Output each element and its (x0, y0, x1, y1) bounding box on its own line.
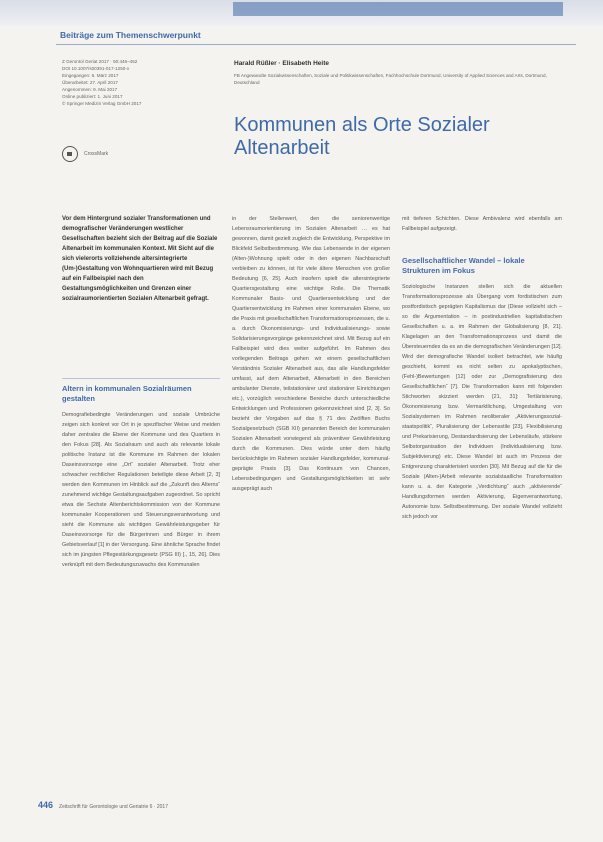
meta-line: DOI 10.1007/s00391-017-1250-x (62, 66, 130, 71)
column-3-intro: mit tieferen Schichten. Diese Ambivalenz wird ebenfalls am Fallbeispiel aufgezeigt. (402, 216, 562, 232)
column-1-text: Demografiebedingte Veränderungen und soziale Umbrüche zeigen sich konkret vor Ort in je spezifischer Weise und meiden daher zentrales die Ebene der Kommune und des Quartiers in den Fokus [28]. Als Sozialraum und auch als relevante lokale politische Instanz ist die Kommune im Rahmen der lokalen Daseinsvorsorge eine „Ort“ sozialer Altenarbeit. Trotz eher schwacher rechtlicher Regulationen beteiligte diese Arbeit [2, 3] werden den Kommunen im Hinblick auf die „Zukunft des Alterns“ zunehmend wichtige Gestaltungsaufgaben zugeordnet. So spricht etwa die Sechste Altenberichtskommission von der Kommune kommunaler Kooperationen und Steuerungsverantwortung und sieht die Kommune als wichtigen Gewährleistungsgeber für Daseinsvorsorge für die Bürgerinnen und Bürger in ihrem Gebietsverlauf [1] in der Versorgung. Eine ähnliche Sprache findet sich im jüngsten Pflegestärkungsgesetz (PSG III) [., 15, 26]. Dies verknüpft mit dem Bedeutungszuwachs des Kommunalen (62, 412, 220, 568)
top-band (0, 0, 603, 26)
section-heading-2: Gesellschaftlicher Wandel – lokale Strukturen im Fokus (402, 256, 525, 275)
authors: Harald Rüßler · Elisabeth Heite (234, 60, 329, 67)
page-footer (38, 800, 168, 810)
affiliation: FB Angewandte Sozialwissenschaften, Soziale und Politikwissenschaften, Fachhochschule Dortmund, University of Applied Sciences and Arts, Dortmund, Deutschland (234, 73, 547, 85)
journal-name: Zeitschrift für Gerontologie und Geriatrie 6 · 2017 (59, 804, 168, 810)
meta-line: Eingegangen: 6. März 2017 (62, 73, 119, 78)
crossmark-badge[interactable] (62, 146, 108, 162)
section-divider (56, 44, 576, 45)
meta-line: Online publiziert: 1. Juni 2017 (62, 94, 123, 99)
meta-line: Überarbeitet: 27. April 2017 (62, 80, 118, 85)
meta-line: Angenommen: 9. Mai 2017 (62, 87, 118, 92)
section-label: Beiträge zum Themenschwerpunkt (60, 30, 201, 40)
crossmark-icon (62, 146, 78, 162)
meta-line: Z Gerontol Geriat 2017 · 50:446–452 (62, 59, 138, 64)
column-2-text: in der Stellenwert, den die seniorenwertige Lebensraumorientierung im Sozialen Altenarbeit … es hat gewonnen, damit gezielt zugleich die Entwicklung, Perspektive im Blickfeld Selbstbestimmung. Wie das Lebensende in der eigenen (Alten-)Wohnung spielt oder in den eigenen Nachbarschaft verbleiben zu können, ist für viele ältere Menschen von großer Bedeutung [6, 25]. Auch insofern spielt die altersintegrierte Quartiersgestaltung eine wichtige Rolle. Die Thematik Kommunaler Basis- und Quartiersentwicklung und der Quartiersentwicklung im Rahmen einer kommunalen Ebene, wo die Praxis mit gesellschaftlichen Transformationsprozessen, die u. a. durch Ökonomisierungs- und Individualisierungs- sowie Solidarisierungsvorgänge gekennzeichnet sind. Mit Bezug auf ein Fallbeispiel wird dies weiter aufgeführt. Im Rahmen des vorliegenden Beitrags gehen wir einem gesellschaftlichen Verständnis Sozialer Altenarbeit aus, das alle Handlungsfelder umfasst, auf dem Altenarbeit, Altenarbeit in den Bereichen ambulanter Dienste, teilstationärer und stationärer Einrichtungen etc.), vorzüglich verschiedene Bereiche durch unterschiedliche Entwicklungen und Professionen gekennzeichnet sind [2, 3]. So bezieht der Vorgaben auf das § 71 des Zwölften Buchs Sozialgesetzbuch (SGB XII) genannten Bereich der kommunalen Sozialen Altenarbeit vorwiegend als präventiver Gewährleistung durch die Kommunen. Dies würde unter dem häufig berücksichtigte im Rahmen sozialer Handlungsfelder, kommunal-geprägte Praxis [3]. Das Kontinuum von Chancen, Lebensbedingungen und Gestaltungsmöglichkeiten ist sehr ausgeprägt auch (232, 216, 390, 492)
column-3-text: Soziologische Instanzen stellen sich die aktuellen Transformationsprozesse als Übergang vom fordistischen zum postfordistisch geprägten Kapitalismus dar (Diese vollzieht sich – so die Argumentation – in postindustriellen kapitalistischen Gesellschaften u. a. im Rahmen der Globalisierung [8, 21]. Klagelagen an den Transformationsprozess und damit die Übersteuerndes da es an die demografischen Veränderungen [12]. Wird der demografische Wandel isoliert betrachtet, wie häufig geschieht, kommt es nicht selten zu apokalyptischen, (Fehl-)Bewertungen [12] oder zur „Demografisierung des Gesellschaftlichen“ [7]. Die Transformation kann mit folgenden Stichworten skizziert werden [21, 31]: Tertiärisierung, Ökonomisierung bzw. Vermarktlichung, Umgestaltung von Sozialsystemen im Rahmen neoliberaler „Aktivierungssozial-staatspolitik“, Pluralisierung der Lebensstile [23], Flexibilisierung und Prekarisierung, Destandardisierung der Lebensläufe, stärkere Selbstorganisation der Individuen (Individualisierung bzw. Subjektivierung) etc. Diese Wandel ist auch im Prozess der Entgrenzung charakterisiert worden [30]. Mit Bezug auf die für die Soziale (Alten-)Arbeit relevante sozialstaatliche Transformation kann u. a. der Kategorie „Verdichtung“ auch „aktivierende“ Handlungsformen werden Aktivierung, Eigenverantwortung, Autonomie bzw. Selbstbestimmung. Der soziale Wandel vollzieht sich jedoch vor (402, 284, 562, 520)
article-title: Kommunen als Orte Sozialer Altenarbeit (234, 114, 490, 159)
page-number: 446 (38, 800, 54, 810)
meta-line: © Springer Medizin Verlag GmbH 2017 (62, 101, 142, 106)
crossmark-label: CrossMark (84, 151, 109, 157)
heading-rule (62, 378, 220, 379)
article-meta (62, 58, 222, 107)
header-color-bar (233, 2, 563, 16)
section-heading-1: Altern in kommunalen Sozialräumen gestalten (62, 384, 192, 403)
abstract: Vor dem Hintergrund sozialer Transformationen und demografischer Veränderungen westlicher Gesellschaften bezieht sich der Beitrag auf die Soziale Altenarbeit im kommunalen Kontext. Mit Sicht auf die sich vielerorts vollziehende altersintegrierte (Um-)Gestaltung von Wohnquartieren wird mit Bezug auf ein Fallbeispiel nach den Gestaltungsmöglichkeiten und Grenzen einer sozialraumorientierten Sozialen Altenarbeit gefragt. (62, 216, 218, 302)
